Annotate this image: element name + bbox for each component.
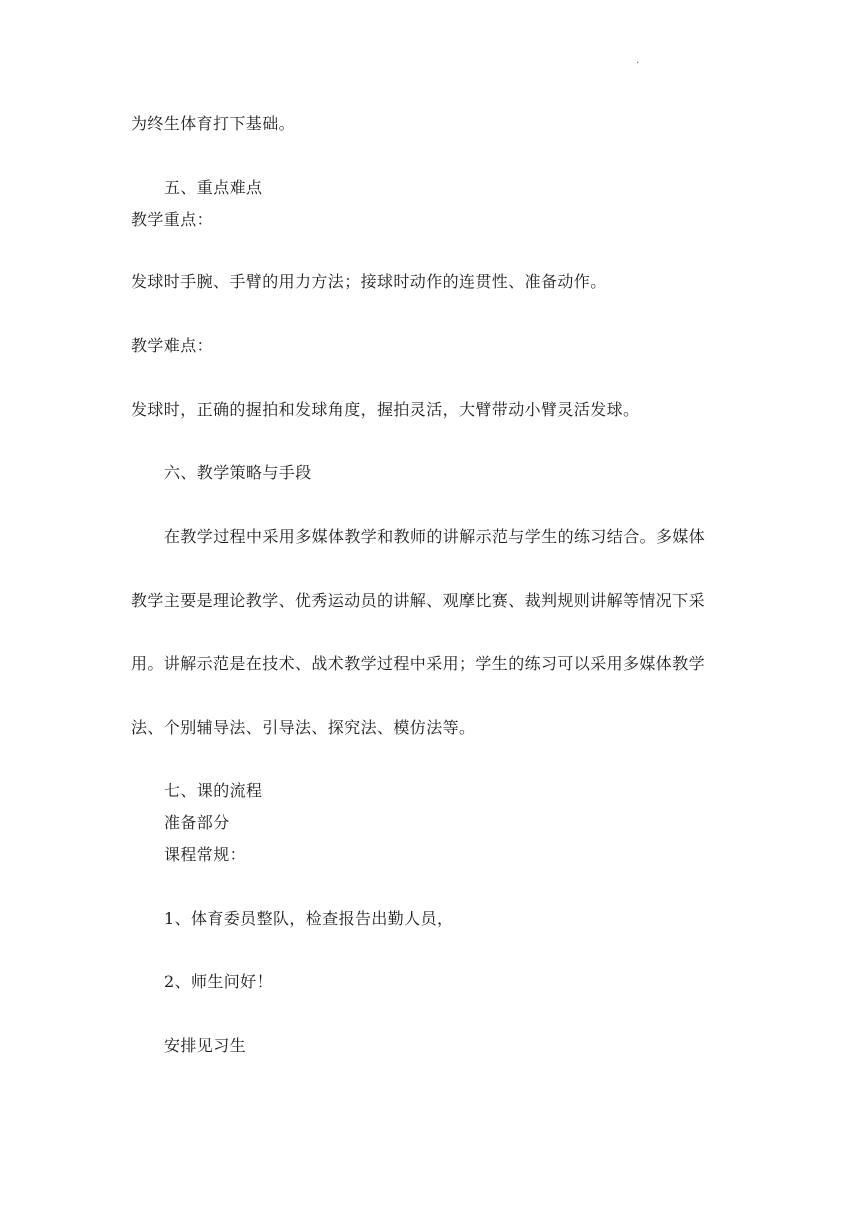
list-item: 1、体育委员整队，检查报告出勤人员， xyxy=(164,909,454,928)
body-text-line: 法、个别辅导法、引导法、探究法、模仿法等。 xyxy=(131,718,476,737)
subheading-preparation: 准备部分 xyxy=(164,813,230,832)
section-heading-lesson-flow: 七、课的流程 xyxy=(164,781,263,800)
body-text-line: 在教学过程中采用多媒体教学和教师的讲解示范与学生的练习结合。多媒体 xyxy=(164,527,706,546)
list-item: 2、师生问好！ xyxy=(164,972,273,991)
body-text-line: 安排见习生 xyxy=(164,1036,247,1055)
section-heading-key-points: 五、重点难点 xyxy=(164,178,263,197)
page-mark: . xyxy=(636,55,640,66)
subheading-routine: 课程常规： xyxy=(164,845,247,864)
section-heading-strategy: 六、教学策略与手段 xyxy=(164,463,312,482)
body-text-line: 用。讲解示范是在技术、战术教学过程中采用；学生的练习可以采用多媒体教学 xyxy=(131,654,706,673)
body-text-line: 发球时手腕、手臂的用力方法；接球时动作的连贯性、准备动作。 xyxy=(131,272,607,291)
subheading-teaching-difficulty: 教学难点： xyxy=(131,336,214,355)
body-text-line: 为终生体育打下基础。 xyxy=(131,114,296,133)
body-text-line: 教学主要是理论教学、优秀运动员的讲解、观摩比赛、裁判规则讲解等情况下采 xyxy=(131,591,706,610)
body-text-line: 发球时，正确的握拍和发球角度，握拍灵活，大臂带动小臂灵活发球。 xyxy=(131,400,640,419)
subheading-teaching-focus: 教学重点： xyxy=(131,210,214,229)
